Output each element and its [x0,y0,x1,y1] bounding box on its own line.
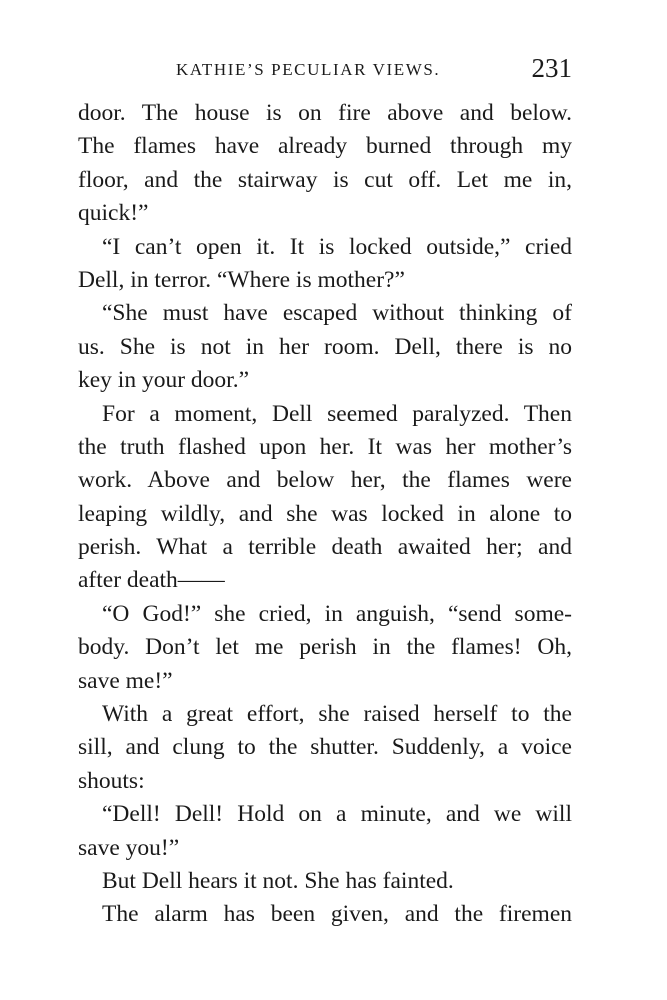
paragraph [78,798,572,865]
text-line: “O God!” she cried, in anguish, “send some- [102,600,572,627]
paragraph [78,865,572,898]
text-line: save you!” [78,834,180,861]
text-line: work. Above and below her, the flames were [78,467,572,494]
text-line: But Dell hears it not. She has fainted. [102,867,454,894]
text-line: key in your door.” [78,367,249,394]
text-line: leaping wildly, and she was locked in alone to [78,500,572,527]
text-line: The flames have already burned through my [78,133,572,160]
paragraph [78,398,572,598]
body-text [78,97,572,932]
text-line: save me!” [78,667,173,694]
text-line: quick!” [78,200,149,227]
text-line: perish. What a terrible death awaited her; and [78,534,572,561]
paragraph [78,231,572,298]
text-line: sill, and clung to the shutter. Suddenly, a voice [78,734,572,761]
text-line: The alarm has been given, and the firemen [102,901,572,928]
text-line: “She must have escaped without thinking of [102,300,572,327]
text-line: after death—— [78,567,225,594]
text-line: door. The house is on fire above and below. [78,100,572,126]
paragraph [78,598,572,698]
text-line: shouts: [78,767,145,794]
text-line: us. She is not in her room. Dell, there is no [78,333,572,360]
text-line: “Dell! Dell! Hold on a minute, and we will [102,801,572,828]
text-line: body. Don’t let me perish in the flames! Oh, [78,634,572,661]
paragraph [78,898,572,931]
text-line: floor, and the stairway is cut off. Let me in, [78,166,572,193]
running-head [78,52,572,88]
paragraph [78,297,572,397]
running-title: KATHIE’S PECULIAR VIEWS. [176,60,441,79]
paragraph [78,97,572,231]
text-line: With a great effort, she raised herself to the [102,701,572,728]
text-line: For a moment, Dell seemed paralyzed. Then [102,400,572,427]
page-number: 231 [531,53,572,83]
text-line: Dell, in terror. “Where is mother?” [78,266,405,293]
text-line: the truth flashed upon her. It was her mother’s [78,433,572,460]
paragraph [78,698,572,798]
text-line: “I can’t open it. It is locked outside,” cried [102,233,572,260]
